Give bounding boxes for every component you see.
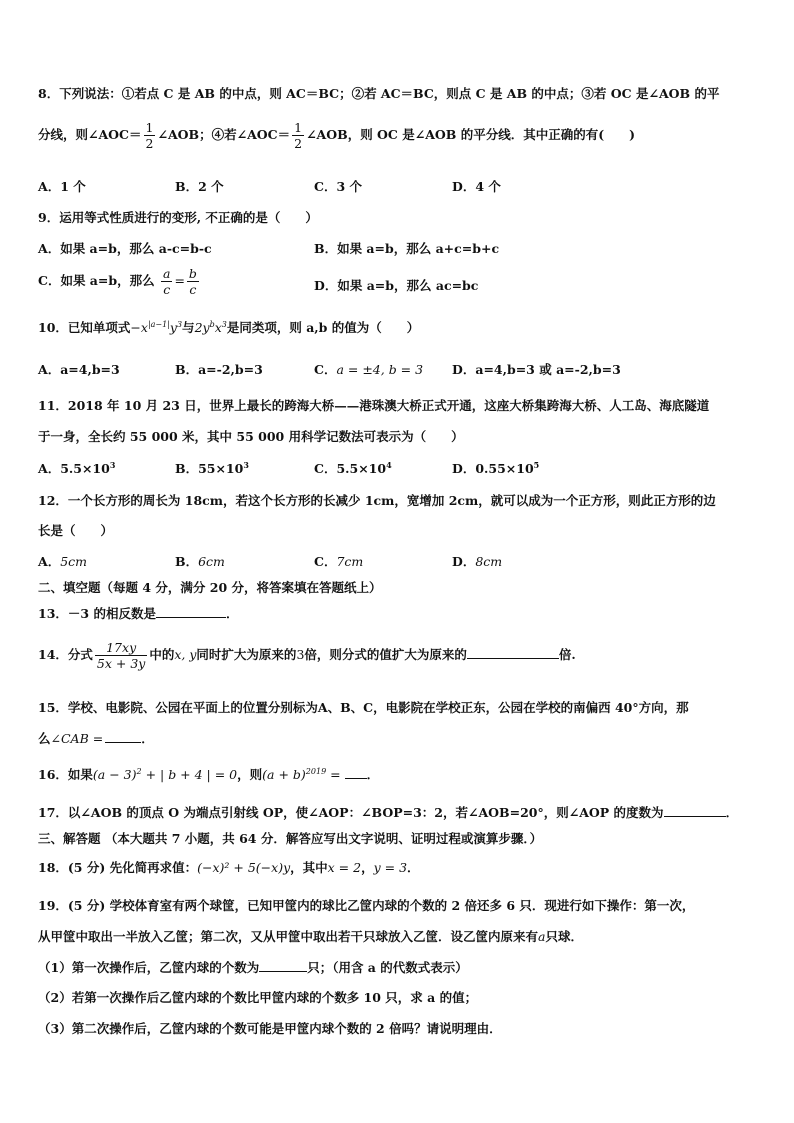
q14-answer-blank[interactable] xyxy=(467,646,559,659)
q15-line2 xyxy=(38,729,154,747)
q18-mid: ，其中 xyxy=(290,860,328,875)
q11-a-base: A．5.5×10 xyxy=(38,461,110,476)
q10-option-a: A．a=4,b=3 xyxy=(38,362,120,377)
q19-part1 xyxy=(38,958,468,976)
q15-angle: ∠CAB = xyxy=(50,731,104,746)
q11-line1: 11．2018 年 10 月 23 日，世界上最长的跨海大桥——港珠澳大桥正式开通，这座大桥集跨海大桥、人工岛、海底隧道 xyxy=(38,398,710,413)
q17 xyxy=(38,803,738,821)
q12-option-b xyxy=(175,552,225,570)
q14-den: 5x + 3y xyxy=(96,656,146,671)
q14-pre: 14．分式 xyxy=(38,647,93,662)
q18-end: ． xyxy=(407,860,420,875)
q16-expr1: (a − 3) xyxy=(92,767,137,782)
q12-option-a xyxy=(38,552,87,570)
q18-x-value: x = 2 xyxy=(327,860,362,875)
q16-expr4: = xyxy=(326,767,345,782)
q19-p1a: （1）第一次操作后，乙筐内球的个数为 xyxy=(38,960,260,975)
q18 xyxy=(38,858,420,876)
q8-text-a: 分线，则∠AOC＝ xyxy=(38,127,142,142)
q10-m1-yexp: 3 xyxy=(176,319,183,329)
q16-equation xyxy=(93,767,237,782)
q19-line2 xyxy=(38,927,583,945)
q9-c-n2: b xyxy=(188,266,197,281)
q10-m1-exp: |a−1| xyxy=(147,319,170,329)
q17-end: ． xyxy=(725,805,739,820)
q16-answer-blank[interactable] xyxy=(345,766,367,779)
q11-option-b xyxy=(175,459,249,477)
q11-d-base: D．0.55×10 xyxy=(452,461,534,476)
q9-c-text: C．如果 a=b，那么 xyxy=(38,273,155,288)
q10-mid: 与 xyxy=(182,320,195,335)
q9-option-c xyxy=(38,266,201,297)
q18-y-value: y = 3 xyxy=(373,860,408,875)
q8-frac1-den: 2 xyxy=(145,136,154,151)
q16-end: ． xyxy=(366,767,380,782)
q9-option-d: D．如果 a=b，那么 ac=bc xyxy=(314,278,479,293)
q12-line1: 12．一个长方形的周长为 18cm，若这个长方形的长减少 1cm，宽增加 2cm，就可以成为一个正方形，则此正方形的边 xyxy=(38,493,716,508)
q18-pre: 18．(5 分) 先化简再求值： xyxy=(38,860,198,875)
q14-n3: 3 xyxy=(296,647,305,662)
q11-a-exp: 3 xyxy=(109,459,116,470)
q12-d-label: D． xyxy=(452,554,476,569)
q13 xyxy=(38,604,238,622)
q10-option-b: B．a=-2,b=3 xyxy=(175,362,263,377)
q10-m2: 2y xyxy=(194,320,210,335)
section-2-heading: 二、填空题（每题 4 分，满分 20 分，将答案填在答题纸上） xyxy=(38,580,382,595)
q16-expr3: (a + b) xyxy=(262,767,306,782)
q11-option-c xyxy=(314,459,392,477)
q8-frac2-num: 1 xyxy=(294,120,303,135)
q10-post: 是同类项，则 a,b 的值为（ ） xyxy=(226,320,420,335)
q14-mid3: 倍，则分式的值扩大为原来的 xyxy=(304,647,467,662)
q10-m2-exp: b xyxy=(209,319,215,329)
q8-line2 xyxy=(38,120,635,151)
q14-mid2: 同时扩大为原来的 xyxy=(196,647,297,662)
q14 xyxy=(38,640,576,671)
q9-option-a: A．如果 a=b，那么 a-c=b-c xyxy=(38,241,212,256)
q10-option-c xyxy=(314,360,423,378)
q12-b-value: 6cm xyxy=(198,554,225,569)
q11-line2: 于一身，全长约 55 000 米，其中 55 000 用科学记数法可表示为（ ） xyxy=(38,429,464,444)
q19-var-a: a xyxy=(538,929,546,944)
q9-c-eq: = xyxy=(174,273,185,288)
q10-monomial-2 xyxy=(195,320,227,335)
section-3-heading: 三、解答题 （本大题共 7 小题，共 64 分．解答应写出文字说明、证明过程或演算步骤．） xyxy=(38,831,543,846)
q18-sep: ， xyxy=(361,860,374,875)
q9-c-frac-left xyxy=(161,266,172,297)
q8-text-b: ∠AOB；④若∠AOC＝ xyxy=(157,127,291,142)
q14-mid1: 中的 xyxy=(149,647,175,662)
q8-option-a: A．1 个 xyxy=(38,179,86,194)
q15-end: ． xyxy=(141,731,154,746)
q9-option-b: B．如果 a=b，那么 a+c=b+c xyxy=(314,241,500,256)
q10-pre: 10．已知单项式 xyxy=(38,320,131,335)
q15-line1: 15．学校、电影院、公园在平面上的位置分别标为A、B、C，电影院在学校正东，公园在学校的南偏西 40°方向，那 xyxy=(38,700,689,715)
q12-b-label: B． xyxy=(175,554,199,569)
q12-c-label: C． xyxy=(314,554,337,569)
q8-fraction-2 xyxy=(292,120,304,151)
q10-option-d: D．a=4,b=3 或 a=-2,b=3 xyxy=(452,362,621,377)
q11-d-exp: 5 xyxy=(533,459,540,470)
q8-option-b: B．2 个 xyxy=(175,179,224,194)
q14-num: 17xy xyxy=(95,640,147,656)
q8-line1: 8．下列说法：①若点 C 是 AB 的中点，则 AC＝BC；②若 AC＝BC，则点 C 是 AB 的中点；③若 OC 是∠AOB 的平 xyxy=(38,86,720,101)
q14-vars: x, y xyxy=(174,647,197,662)
q11-b-exp: 3 xyxy=(243,459,249,470)
q9-c-d1: c xyxy=(163,282,171,297)
q11-b-base: B．55×10 xyxy=(175,461,244,476)
q16-mid: ，则 xyxy=(237,767,263,782)
q10-m1: −x xyxy=(130,320,148,335)
q11-option-a xyxy=(38,459,115,477)
q10-m2-x: x xyxy=(214,320,222,335)
q8-option-c: C．3 个 xyxy=(314,179,362,194)
q9-c-frac-right xyxy=(187,266,199,297)
q13-answer-blank[interactable] xyxy=(156,605,226,618)
q9-c-d2: c xyxy=(189,282,197,297)
q16 xyxy=(38,765,379,783)
q16-pre: 16．如果 xyxy=(38,767,93,782)
q18-expression: (−x)² + 5(−x)y xyxy=(197,860,291,875)
q12-d-value: 8cm xyxy=(475,554,503,569)
q19-l2b: 只球． xyxy=(545,929,583,944)
q12-c-value: 7cm xyxy=(336,554,364,569)
q19-part2: （2）若第一次操作后乙筐内球的个数比甲筐内球的个数多 10 只，求 a 的值； xyxy=(38,990,478,1005)
q11-option-d xyxy=(452,459,539,477)
q10-monomial-1 xyxy=(130,320,182,335)
q10-c-label: C． xyxy=(314,362,337,377)
q8-fraction-1 xyxy=(144,120,156,151)
q10-stem xyxy=(38,318,419,336)
q15-l2a: 么 xyxy=(38,731,51,746)
q16-exp1: 2 xyxy=(136,766,142,776)
q15-answer-blank[interactable] xyxy=(105,730,141,743)
q10-m2-xexp: 3 xyxy=(221,319,227,329)
q8-frac2-den: 2 xyxy=(294,136,303,151)
q9-stem: 9．运用等式性质进行的变形, 不正确的是（ ） xyxy=(38,210,318,225)
q11-c-exp: 4 xyxy=(386,459,392,470)
q19-part1-answer-blank[interactable] xyxy=(259,959,307,972)
q12-option-c xyxy=(314,552,363,570)
q19-l2a: 从甲筐中取出一半放入乙筐；第二次，又从甲筐中取出若干只球放入乙筐．设乙筐内原来有 xyxy=(38,929,539,944)
q13-text: 13．－3 的相反数是 xyxy=(38,606,156,621)
q16-exp3: 2019 xyxy=(305,766,327,776)
q10-m1-y: y xyxy=(169,320,177,335)
q17-text: 17．以∠AOB 的顶点 O 为端点引射线 OP，使∠AOP：∠BOP=3：2，若∠AOB=20°，则∠AOP 的度数为 xyxy=(38,805,664,820)
q14-fraction xyxy=(95,640,147,671)
q16-expr2: + | b + 4 | = 0 xyxy=(141,767,238,782)
q19-part3: （3）第二次操作后，乙筐内球的个数可能是甲筐内球个数的 2 倍吗？请说明理由． xyxy=(38,1021,502,1036)
q10-c-math: a = ±4, b = 3 xyxy=(336,362,424,377)
q8-frac1-num: 1 xyxy=(145,120,154,135)
q11-c-base: C．5.5×10 xyxy=(314,461,387,476)
q16-target xyxy=(262,767,344,782)
q12-a-label: A． xyxy=(38,554,61,569)
q9-c-n1: a xyxy=(162,266,171,281)
q17-answer-blank[interactable] xyxy=(664,804,726,817)
q13-end: ． xyxy=(225,606,239,621)
q8-text-c: ∠AOB，则 OC 是∠AOB 的平分线．其中正确的有( ) xyxy=(306,127,636,142)
q12-option-d xyxy=(452,552,502,570)
q12-line2: 长是（ ） xyxy=(38,523,114,538)
q8-option-d: D．4 个 xyxy=(452,179,501,194)
q19-p1b: 只；（用含 a 的代数式表示） xyxy=(307,960,468,975)
q19-line1: 19．(5 分) 学校体育室有两个球筐，已知甲筐内的球比乙筐内球的个数的 2 倍还多 6 只．现进行如下操作：第一次， xyxy=(38,898,695,913)
q12-a-value: 5cm xyxy=(60,554,88,569)
q14-end: 倍. xyxy=(558,647,576,662)
